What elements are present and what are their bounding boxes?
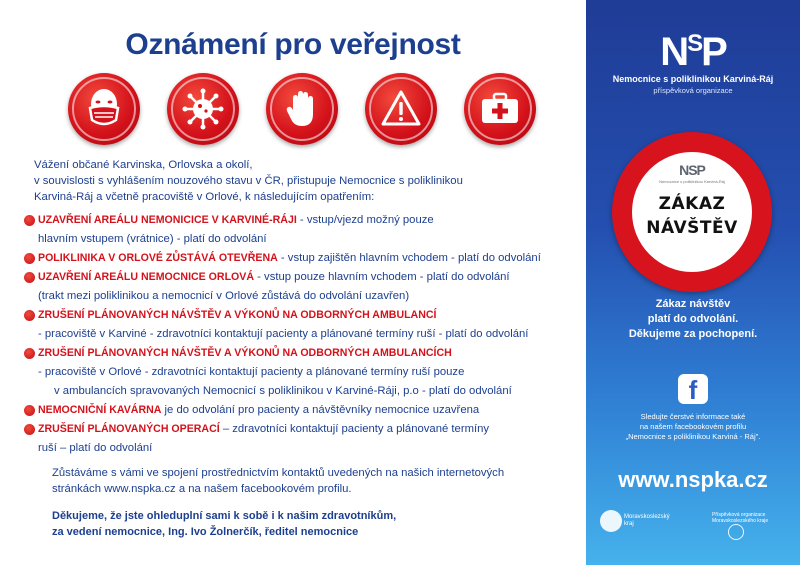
list-item: ZRUŠENÍ PLÁNOVANÝCH NÁVŠTĚV A VÝKONŮ NA ODBORNÝCH AMBULANCÍ	[24, 306, 584, 325]
bullet-icon	[24, 310, 35, 321]
no-visits-notice: Zákaz návštěv platí do odvolání. Děkujeme za pochopení.	[628, 298, 758, 340]
signature-text: Děkujeme, že jste ohleduplní sami k sobě i k našim zdravotníkům, za vedení nemocnice, Ing. Ivo Žolnerčík, ředitel nemocnice	[52, 510, 397, 538]
region-logo-icon	[600, 510, 622, 532]
bullet-icon	[24, 272, 35, 283]
measures-list	[24, 211, 584, 458]
list-item-continuation: (trakt mezi poliklinikou a nemocnicí v Orlové zůstává do odvolání uzavřen)	[38, 290, 410, 302]
bullet-icon	[24, 348, 35, 359]
first-aid-kit-icon	[464, 73, 536, 145]
contact-text: Zůstáváme s vámi ve spojení prostřednictvím kontaktů uvedených na našich internetových stránkách www.nspka.cz a na našem facebookovém profilu.	[52, 467, 505, 495]
list-item: NEMOCNIČNÍ KAVÁRNA je do odvolání pro pacienty a návštěvníky nemocnice uzavřena	[24, 401, 584, 420]
bullet-icon	[24, 253, 35, 264]
warning-icon	[365, 73, 437, 145]
intro-text: Vážení občané Karvinska, Orlovska a okolí, v souvislosti s vyhlášením nouzového stavu v ČR, přistupuje Nemocnice s poliklinikou Karviná-Ráj a včetně pracoviště v Orlové, k následujícím opatřením:	[34, 159, 463, 203]
bullet-icon	[24, 405, 35, 416]
organization-logo-icon	[728, 524, 744, 540]
list-item-continuation: - pracoviště v Karviné - zdravotníci kontaktují pacienty a plánované termíny ruší - platí do odvolání	[38, 328, 529, 340]
website-link[interactable]: www.nspka.cz	[618, 467, 768, 492]
facebook-text: Sledujte čerstvé informace také na našem facebookovém profilu „Nemocnice s poliklinikou Karviná - Ráj".	[625, 412, 761, 441]
list-item: ZRUŠENÍ PLÁNOVANÝCH OPERACÍ – zdravotníci kontaktují pacienty a plánované termíny	[24, 420, 584, 439]
list-item-continuation: ruší – platí do odvolání	[38, 442, 153, 454]
org-name: Nemocnice s poliklinikou Karviná-Ráj	[612, 74, 774, 84]
sign-logo-sub: Nemocnice s poliklinikou Karviná-Ráj	[659, 179, 725, 184]
no-visits-sign	[612, 132, 772, 292]
bullet-icon	[24, 215, 35, 226]
stop-hand-icon	[266, 73, 338, 145]
footer-logos	[600, 506, 790, 546]
face-mask-icon	[68, 73, 140, 145]
info-sidebar	[586, 0, 800, 565]
icon-row	[68, 73, 538, 149]
sign-face	[632, 152, 752, 272]
virus-icon	[167, 73, 239, 145]
region-name: Moravskoslezský kraj	[624, 514, 670, 527]
sign-logo: NSP	[679, 162, 705, 178]
facebook-icon[interactable]: f	[678, 374, 708, 404]
organization-label: Příspěvková organizace Moravskoslezského kraje	[712, 512, 769, 524]
list-item: UZAVŘENÍ AREÁLU NEMOCNICE ORLOVÁ - vstup pouze hlavním vchodem - platí do odvolání	[24, 268, 584, 287]
page-title: Oznámení pro veřejnost	[125, 28, 461, 61]
list-item-continuation: - pracoviště v Orlové - zdravotníci kontaktují pacienty a plánované termíny ruší pouze	[38, 366, 465, 378]
nsp-logo: $N^SP$	[660, 30, 726, 74]
list-item-continuation: hlavním vstupem (vrátnice) - platí do odvolání	[38, 233, 267, 245]
sign-text: ZÁKAZ NÁVŠTĚV	[646, 194, 738, 238]
list-item-continuation: v ambulancích spravovaných Nemocnicí s poliklinikou v Karviné-Ráji, p.o - platí do odvolání	[54, 385, 512, 397]
list-item: POLIKLINIKA V ORLOVÉ ZŮSTÁVÁ OTEVŘENA - vstup zajištěn hlavním vchodem - platí do odvolání	[24, 249, 584, 268]
list-item: ZRUŠENÍ PLÁNOVANÝCH NÁVŠTĚV A VÝKONŮ NA ODBORNÝCH AMBULANCÍCH	[24, 344, 584, 363]
org-type: příspěvková organizace	[653, 86, 733, 95]
bullet-icon	[24, 424, 35, 435]
list-item: UZAVŘENÍ AREÁLU NEMONICICE V KARVINÉ-RÁJI - vstup/vjezd možný pouze	[24, 211, 584, 230]
